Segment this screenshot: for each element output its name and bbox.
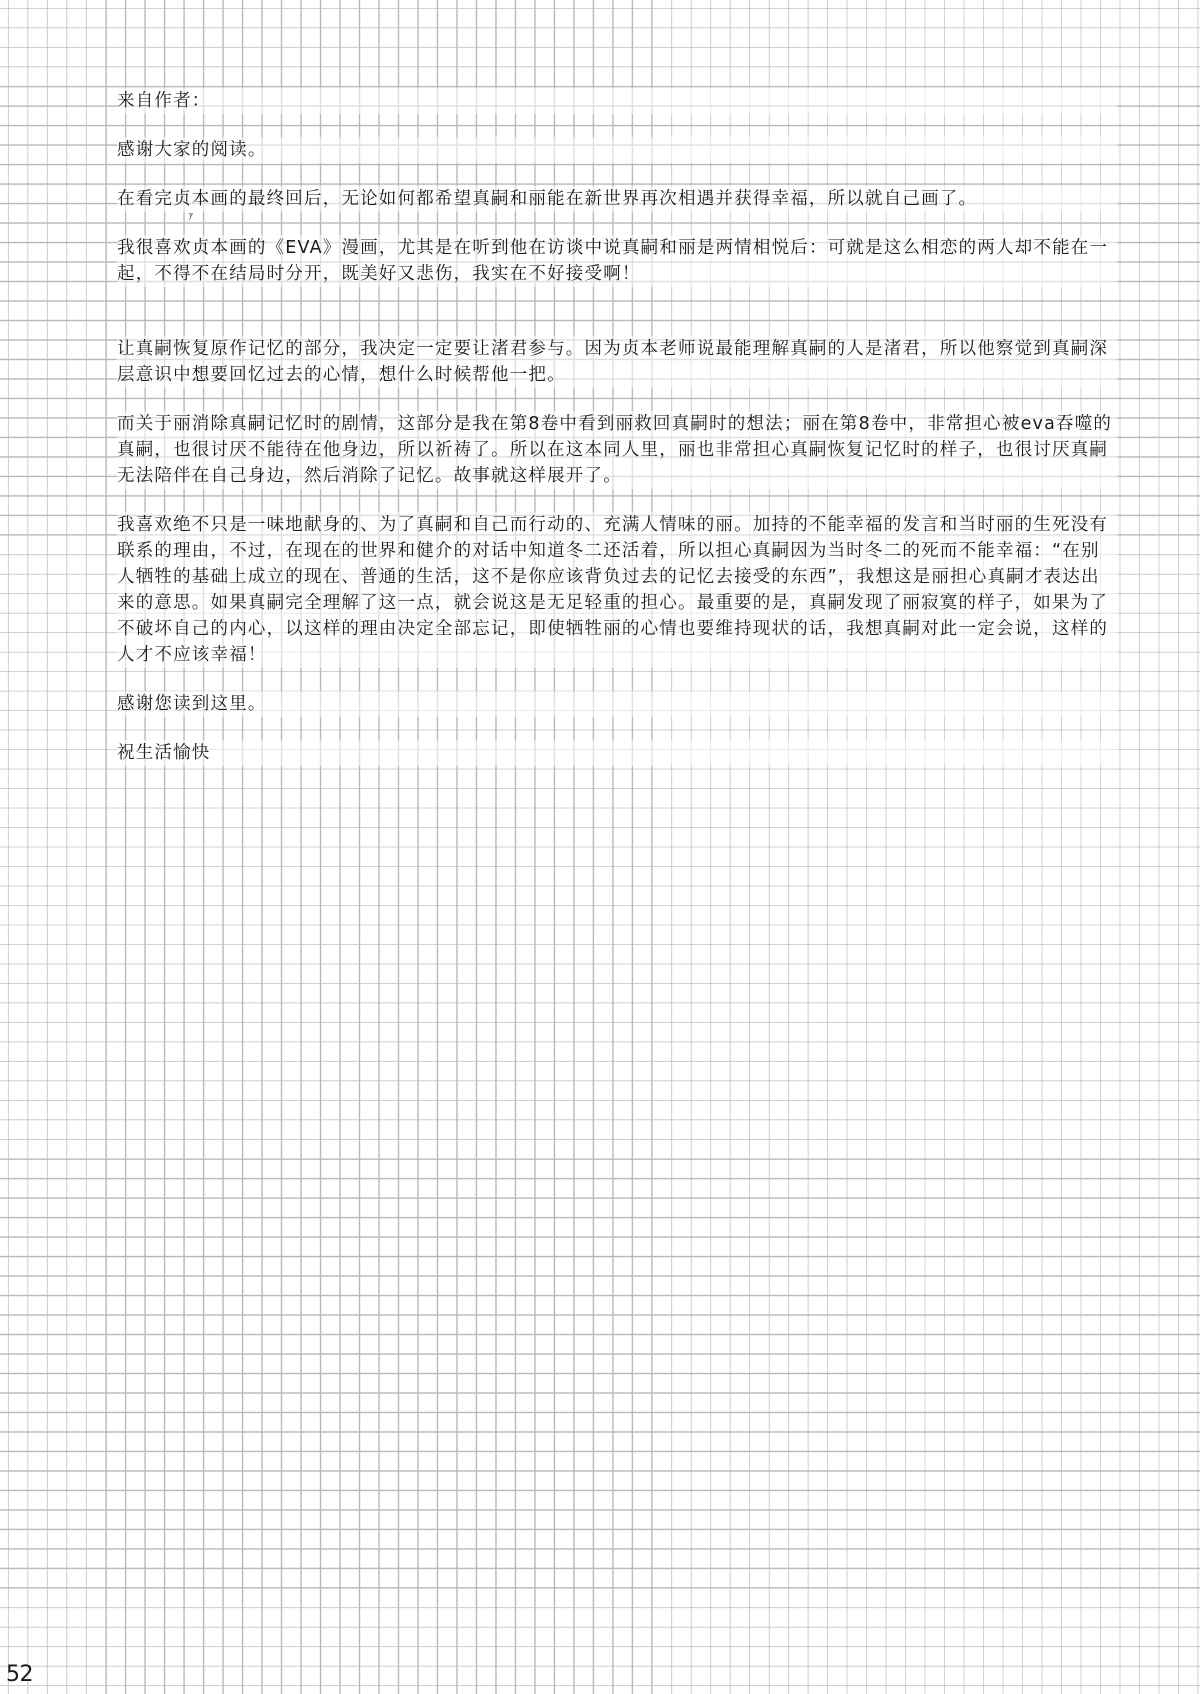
nagisa-paragraph: 让真嗣恢复原作记忆的部分，我决定一定要让渚君参与。因为贞本老师说最能理解真嗣的人是渚君，所以他察觉到真嗣深层意识中想要回忆过去的心情，想什么时候帮他一把。 — [117, 336, 1117, 388]
eva-manga-paragraph: 我很喜欢贞本画的《EVA》漫画，尤其是在听到他在访谈中说真嗣和丽是两情相悦后：可就是这么相恋的两人却不能在一起，不得不在结局时分开，既美好又悲伤，我实在不好接受啊！ — [117, 235, 1117, 287]
rei-character-paragraph: 我喜欢绝不只是一味地献身的、为了真嗣和自己而行动的、充满人情味的丽。加持的不能幸福的发言和当时丽的生死没有联系的理由，不过，在现在的世界和健介的对话中知道冬二还活着，所以担心真嗣因为当时冬二的死而不能幸福：“在别人牺牲的基础上成立的现在、普通的生活，这不是你应该背负过去的记忆去接受的东西”，我想这是丽担心真嗣才表达出来的意思。如果真嗣完全理解了这一点，就会说这是无足轻重的担心。最重要的是，真嗣发现了丽寂寞的样子，如果为了不破坏自己的内心，以这样的理由决定全部忘记，即使牺牲丽的心情也要维持现状的话，我想真嗣对此一定会说，这样的人才不应该幸福！ — [117, 512, 1117, 668]
memory-erase-paragraph: 而关于丽消除真嗣记忆时的剧情，这部分是我在第8卷中看到丽救回真嗣时的想法；丽在第8卷中，非常担心被eva吞噬的真嗣，也很讨厌不能待在他身边，所以祈祷了。所以在这本同人里，丽也非常担心真嗣恢复记忆时的样子，也很讨厌真嗣无法陪伴在自己身边，然后消除了记忆。故事就这样展开了。 — [117, 411, 1117, 489]
thanks-paragraph: 感谢大家的阅读。 — [117, 137, 1117, 163]
afterword-heading: 来自作者： — [117, 88, 1117, 114]
page-number: 52 — [6, 1662, 33, 1687]
closing-thanks: 感谢您读到这里。 — [117, 691, 1117, 717]
motivation-paragraph: 在看完贞本画的最终回后，无论如何都希望真嗣和丽能在新世界再次相遇并获得幸福，所以就自己画了。 — [117, 186, 1117, 212]
author-afterword — [117, 88, 1117, 766]
closing-wish: 祝生活愉快 — [117, 740, 1117, 766]
stray-mark: ｧ — [188, 209, 194, 222]
